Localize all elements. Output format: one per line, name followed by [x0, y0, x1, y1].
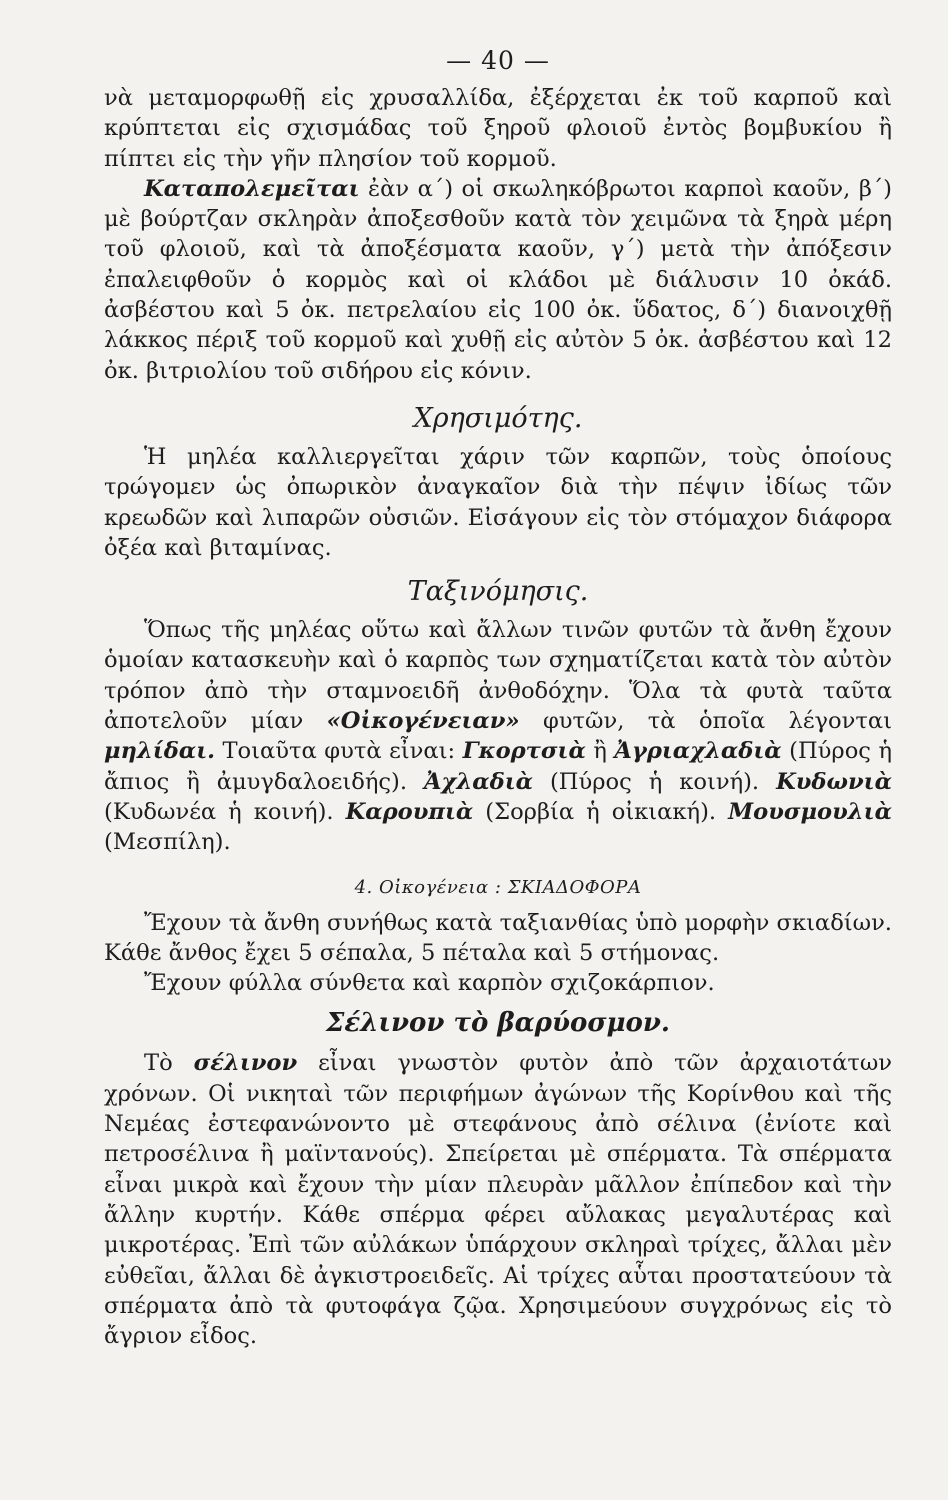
- control-text: ἐὰν α΄) οἱ σκωληκόβρωτοι καρποὶ καοῦν, β΄) μὲ βούρτζαν σκληρὰν ἀποξεσθοῦν κατὰ τὸν χειμῶνα τὰ ξηρὰ μέρη τοῦ φλοιοῦ, καὶ τὰ ἀποξέσματα καοῦν, γ΄) μετὰ τὴν ἀπόξεσιν ἐπαλειφθοῦν ὁ κορμὸς καὶ οἱ κλάδοι μὲ διάλυσιν 10 ὀκάδ. ἀσβέστου καὶ 5 ὀκ. πετρελαίου εἰς 100 ὀκ. ὕδατος, δ΄) διανοιχθῇ λάκκος πέριξ τοῦ κορμοῦ καὶ χυθῇ εἰς αὐτὸν 5 ὀκ. ἀσβέστου καὶ 12 ὀκ. βιτριολίου τοῦ σιδήρου εἰς κόνιν.: [104, 175, 892, 384]
- term-family: «Οἰκογένειαν»: [326, 708, 520, 735]
- paragraph-usefulness: Ἡ μηλέα καλλιεργεῖται χάριν τῶν καρπῶν, τοὺς ὁποίους τρώγομεν ὡς ὀπωρικὸν ἀναγκαῖον διὰ τὴν πέψιν ἰδίως τῶν κρεωδῶν καὶ λιπαρῶν οὐσιῶν. Εἰσάγουν εἰς τὸν στόμαχον διάφορα ὀξέα καὶ βιταμίνας.: [104, 443, 892, 561]
- text-run: ἢ: [585, 738, 615, 765]
- paragraph-classification: [104, 615, 892, 857]
- term-medlar: Μουσμουλιὰ: [728, 798, 892, 825]
- paragraph-control: [104, 174, 892, 386]
- term-gkortsia: Γκορτσιὰ: [462, 738, 586, 765]
- text-run: εἶναι γνωστὸν φυτὸν ἀπὸ τῶν ἀρχαιοτάτων χρόνων. Οἱ νικηταὶ τῶν περιφήμων ἀγώνων τῆς Κορίνθου καὶ τῆς Νεμέας ἐστεφανώνοντο μὲ στεφάνους ἀπὸ σέλινα (ἐνίοτε καὶ πετροσέλινα ἢ μαϊντανούς). Σπείρεται μὲ σπέρματα. Τὰ σπέρματα εἶναι μικρὰ καὶ ἔχουν τὴν μίαν πλευρὰν μᾶλλον ἐπίπεδον καὶ τὴν ἄλλην κυρτήν. Κάθε σπέρμα φέρει αὔλακας μεγαλυτέρας καὶ μικροτέρας. Ἐπὶ τῶν αὐλάκων ὑπάρχουν σκληραὶ τρίχες, ἄλλαι μὲν εὐθεῖαι, ἄλλαι δὲ ἀγκιστροειδεῖς. Αἱ τρίχες αὗται προστατεύουν τὰ σπέρματα ἀπὸ τὰ φυτοφάγα ζῷα. Χρησιμεύουν συγχρόνως εἰς τὸ ἄγριον εἶδος.: [104, 1050, 892, 1350]
- term-service-tree: Καρουπιὰ: [345, 798, 474, 825]
- text-run: (Σορβία ἡ οἰκιακή).: [473, 798, 729, 825]
- text-run: Ὅπως τῆς μηλέας οὕτω καὶ ἄλλων τινῶν φυτῶν τὰ ἄνθη ἔχουν ὁμοίαν κατασκευὴν καὶ ὁ καρπὸς των σχηματίζεται κατὰ τὸν αὐτὸν τρόπον ἀπὸ τὴν σταμνοειδῆ ἀνθοδόχην. Ὅλα τὰ φυτὰ ταῦτα ἀποτελοῦν μίαν: [104, 617, 892, 735]
- term-celery: σέλινον: [193, 1050, 298, 1077]
- paragraph-pupation: νὰ μεταμορφωθῇ εἰς χρυσαλλίδα, ἐξέρχεται ἐκ τοῦ καρποῦ καὶ κρύπτεται εἰς σχισμάδας τοῦ ξηροῦ φλοιοῦ ἐντὸς βομβυκίου ἢ πίπτει εἰς τὴν γῆν πλησίον τοῦ κορμοῦ.: [104, 85, 892, 172]
- text-run: φυτῶν, τὰ ὁποῖα λέγονται: [519, 708, 892, 735]
- heading-classification: Ταξινόμησις.: [407, 576, 589, 608]
- body-text: [104, 83, 892, 1351]
- text-run: (Πύρος ἡ κοινή).: [533, 768, 777, 795]
- term-pear: Ἀχλαδιὰ: [424, 768, 534, 795]
- heading-usefulness: Χρησιμότης.: [413, 402, 583, 434]
- term-wild-pear: Ἀγριαχλαδιὰ: [614, 738, 782, 765]
- paragraph-umbellifers-leaves: Ἔχουν φύλλα σύνθετα καὶ καρπὸν σχιζοκάρπιον.: [144, 970, 715, 997]
- heading-celery: Σέλινον τὸ βαρύοσμον.: [326, 1008, 670, 1039]
- text-run: (Κυδωνέα ἡ κοινή).: [104, 798, 346, 825]
- paragraph-umbellifers-flowers: Ἔχουν τὰ ἄνθη συνήθως κατὰ ταξιανθίας ὑπὸ μορφὴν σκιαδίων. Κάθε ἄνθος ἔχει 5 σέπαλα, 5 πέταλα καὶ 5 στήμονας.: [104, 909, 892, 966]
- text-run: (Πύρος ἡ ἄπιος ἢ ἀμυγδαλοειδής).: [104, 738, 892, 795]
- paragraph-celery: [104, 1048, 892, 1351]
- term-control: Καταπολεμεῖται: [144, 175, 360, 202]
- family-title: 4. Οἰκογένεια : ΣΚΙΑΔΟΦΟΡΑ: [354, 876, 642, 898]
- term-pomaceae: μηλίδαι.: [104, 738, 215, 765]
- text-run: (Μεσπίλη).: [104, 829, 231, 856]
- term-quince: Κυδωνιὰ: [776, 768, 892, 795]
- text-run: Τοιαῦτα φυτὰ εἶναι:: [215, 738, 463, 765]
- text-run: Τὸ: [144, 1050, 194, 1077]
- page-number: — 40 —: [446, 46, 550, 75]
